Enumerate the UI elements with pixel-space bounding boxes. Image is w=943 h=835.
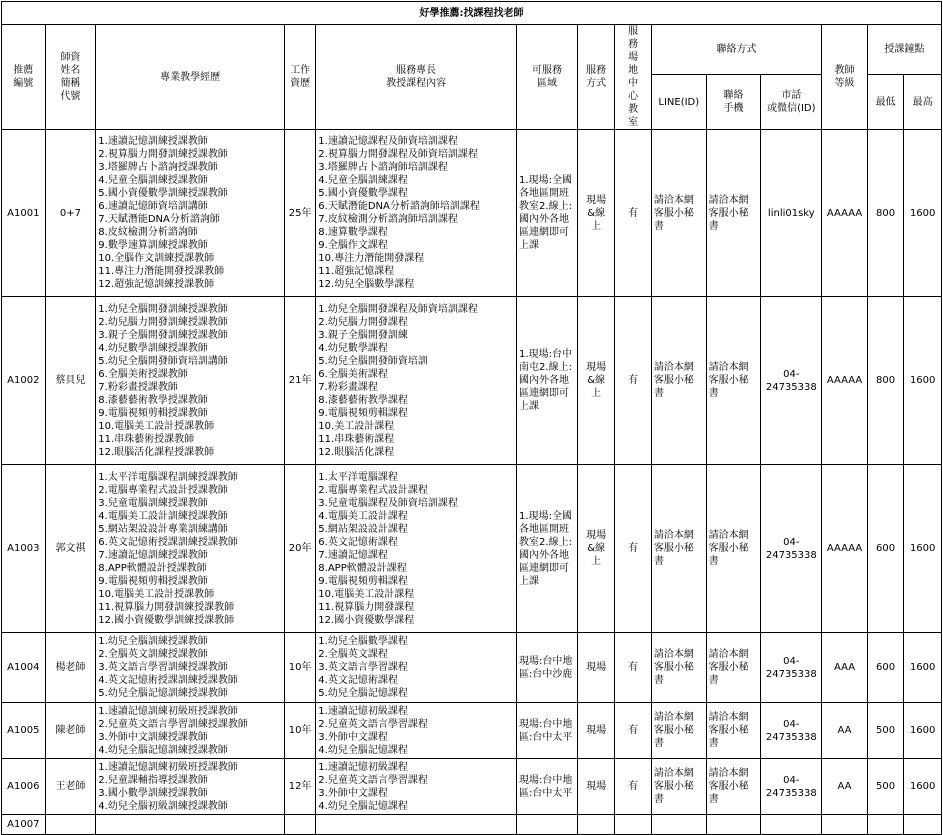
list-item: 4.幼兒數學課程 [318,342,388,354]
table-row [2,759,942,815]
list-item: 3.親子全腦開發訓練授課教師 [98,329,228,341]
header-name: 師資 姓名 簡稱 代號 [45,25,96,130]
cell-mode: 現場 [577,703,615,759]
cell-rate-max: 1600 [904,465,942,633]
list-item: 3.兒童電腦課程及師資培訓課程 [318,497,458,509]
cell-id: A1007 [2,815,46,835]
cell-area: 現場:台中地區:台中沙鹿 [517,633,578,703]
cell-center: 有 [615,465,652,633]
list-item: 12.超強記憶訓練授課教師 [98,279,215,290]
cell-line-id: 請洽本網客服小秘書 [651,703,706,759]
list-item: 9.全腦作文課程 [318,240,388,251]
list-item: 1.幼兒全腦訓練授課教師 [98,636,208,647]
cell-teacher-name: 楊老師 [45,633,96,703]
list-item: 6.速讀記憶師資培訓講師 [98,201,208,212]
cell-rate-min: 800 [867,297,904,465]
header-phone: 聯絡 手機 [706,75,761,130]
list-item: 1.太平洋電腦課程訓練授課教師 [98,471,238,483]
list-item: 1.速讀記憶課程及師資培訓課程 [318,136,458,147]
header-experience: 專業教學經歷 [96,25,285,130]
list-item: 2.全腦英文訓練授課教師 [98,649,208,660]
cell-rate-max: 1600 [904,633,942,703]
list-item: 3.國小數學訓練授課教師 [98,787,208,799]
cell-line-id: 請洽本網客服小秘書 [651,297,706,465]
header-rate-min: 最低 [867,75,904,130]
header-years: 工作 資歷 [284,25,315,130]
list-item: 5.幼兒全腦開發師資培訓 [318,355,428,367]
cell-rate-min: 600 [867,633,904,703]
cell-phone: 請洽本網客服小秘書 [706,703,761,759]
list-item: 2.視算腦力開發訓練授課教師 [98,149,228,160]
cell-area: 1.現場:全國各地區開班教室2.線上:國內外各地區連網即可上課 [517,130,578,297]
list-item: 10.美工設計課程 [318,420,395,432]
cell-phone: 請洽本網客服小秘書 [706,465,761,633]
list-item: 4.兒童全腦訓練授課教師 [98,175,208,186]
cell-years: 10年 [284,703,315,759]
list-item: 9.數學速算訓練授課教師 [98,240,208,251]
list-item: 3.兒童電腦訓練授課教師 [98,497,208,509]
cell-grade: AA [822,759,868,815]
course-teacher-table [1,1,942,835]
cell-experience [96,703,285,759]
list-item: 5.幼兒全腦記憶課程 [318,688,408,699]
list-item: 10.全腦作文訓練授課教師 [98,253,215,264]
list-item: 4.電腦美工設計訓練授課教師 [98,510,228,522]
list-item: 5.幼兒全腦記憶訓練授課教師 [98,688,228,699]
cell-center: 有 [615,633,652,703]
list-item: 3.外師中文課程 [318,731,388,743]
list-item: 5.網站架設設計課程 [318,523,408,535]
cell-teacher-name: 陳老師 [45,703,96,759]
cell-years: 12年 [284,759,315,815]
cell-rate-min: 800 [867,130,904,297]
cell-phone [706,815,761,835]
header-id: 推薦 編號 [2,25,46,130]
table-row [2,633,942,703]
cell-years [284,815,315,835]
cell-mode: 現場&線上 [577,465,615,633]
list-item: 1.幼兒全腦開發訓練授課教師 [98,303,228,315]
cell-rate-max: 1600 [904,703,942,759]
cell-center: 有 [615,130,652,297]
cell-phone: 請洽本網客服小秘書 [706,297,761,465]
header-rate-max: 最高 [904,75,942,130]
cell-courses [316,130,517,297]
table-row [2,297,942,465]
cell-tel: 04-24735338 [761,465,822,633]
list-item: 12.眼腦活化課程 [318,446,395,458]
cell-grade: AAAAA [822,465,868,633]
cell-mode: 現場 [577,759,615,815]
list-item: 12.幼兒全腦數學課程 [318,279,415,290]
list-item: 6.全腦美術課程 [318,368,388,380]
list-item: 2.兒童英文語言學習課程 [318,718,428,730]
cell-area: 1.現場:全國各地區開班教室2.線上:國內外各地區連網即可上課 [517,465,578,633]
list-item: 7.粉彩畫授課教師 [98,381,178,393]
cell-courses [316,759,517,815]
cell-id: A1001 [2,130,46,297]
list-item: 9.電腦視頻剪輯授課教師 [98,575,208,587]
cell-rate-min: 600 [867,465,904,633]
cell-mode: 現場&線上 [577,297,615,465]
cell-mode: 現場&線上 [577,130,615,297]
list-item: 2.兒童英文語言學習訓練授課教師 [98,718,248,730]
list-item: 4.電腦美工設計課程 [318,510,408,522]
header-specialty: 服務專長 教授課程內容 [316,25,517,130]
table-row [2,465,942,633]
header-mode: 服務 方式 [577,25,615,130]
cell-experience [96,130,285,297]
cell-teacher-name: 王老師 [45,759,96,815]
list-item: 11.超強記憶課程 [318,266,395,277]
header-grade: 教師 等級 [822,25,868,130]
list-item: 12.國小資優數學課程 [318,614,415,626]
cell-tel: 04-24735338 [761,633,822,703]
list-item: 5.幼兒全腦開發師資培訓講師 [98,355,228,367]
cell-line-id: 請洽本網客服小秘書 [651,130,706,297]
list-item: 6.英文記憶術課程 [318,536,398,548]
cell-center: 有 [615,703,652,759]
cell-grade: AAAAA [822,130,868,297]
list-item: 6.全腦美術授課教師 [98,368,188,380]
list-item: 7.速讀記憶課程 [318,549,388,561]
list-item: 8.APP軟體設計授課教師 [98,562,207,574]
cell-rate-min [867,815,904,835]
cell-center [615,815,652,835]
list-item: 10.電腦美工設計授課教師 [98,420,215,432]
list-item: 4.幼兒全腦記憶課程 [318,800,408,812]
header-rate: 授課鐘點 [867,25,941,75]
cell-line-id [651,815,706,835]
list-item: 2.全腦英文課程 [318,649,388,660]
cell-experience [96,297,285,465]
cell-area: 1.現場:台中南屯2.線上:國內外各地區連網即可上課 [517,297,578,465]
list-item: 9.電腦視頻剪輯授課教師 [98,407,208,419]
list-item: 1.速讀記憶初級課程 [318,761,408,773]
list-item: 1.幼兒全腦開發課程及師資培訓課程 [318,303,478,315]
list-item: 3.塔羅牌占卜諮詢授課教師 [98,162,218,173]
list-item: 2.幼兒腦力開發訓練授課教師 [98,316,228,328]
list-item: 10.電腦美工設計課程 [318,588,415,600]
cell-id: A1004 [2,633,46,703]
cell-rate-min: 500 [867,703,904,759]
list-item: 11.串珠藝術課程 [318,433,395,445]
list-item: 2.幼兒腦力開發課程 [318,316,408,328]
cell-mode: 現場 [577,633,615,703]
table-row [2,130,942,297]
list-item: 2.兒童英文語言學習課程 [318,774,428,786]
list-item: 3.塔羅牌占卜諮詢師培訓課程 [318,162,448,173]
cell-id: A1003 [2,465,46,633]
list-item: 1.速讀記憶訓練授課教師 [98,136,208,147]
list-item: 11.視算腦力開發訓練授課教師 [98,601,235,613]
cell-years: 10年 [284,633,315,703]
cell-years: 25年 [284,130,315,297]
cell-experience [96,633,285,703]
list-item: 9.電腦視頻剪輯課程 [318,407,408,419]
list-item: 4.幼兒全腦記憶課程 [318,744,408,756]
cell-area [517,815,578,835]
list-item: 1.幼兒全腦數學課程 [318,636,408,647]
cell-id: A1006 [2,759,46,815]
list-item: 11.視算腦力開發課程 [318,601,415,613]
cell-tel: 04-24735338 [761,297,822,465]
cell-phone: 請洽本網客服小秘書 [706,759,761,815]
cell-teacher-name: 蔡貝兒 [45,297,96,465]
list-item: 1.速讀記憶初級課程 [318,705,408,717]
list-item: 3.英文語言學習課程 [318,662,408,673]
list-item: 7.速讀記憶訓練授課教師 [98,549,208,561]
cell-id: A1002 [2,297,46,465]
cell-rate-max: 1600 [904,130,942,297]
cell-courses [316,703,517,759]
cell-courses [316,297,517,465]
cell-rate-max [904,815,942,835]
cell-tel: 04-24735338 [761,759,822,815]
cell-grade: AAA [822,633,868,703]
cell-grade [822,815,868,835]
list-item: 10.專注力潛能開發課程 [318,253,425,264]
list-item: 9.電腦視頻剪輯課程 [318,575,408,587]
cell-phone: 請洽本網客服小秘書 [706,130,761,297]
table-body [2,2,942,835]
list-item: 7.皮紋檢測分析諮詢師培訓課程 [318,214,458,225]
cell-courses [316,815,517,835]
cell-id: A1005 [2,703,46,759]
cell-phone: 請洽本網客服小秘書 [706,633,761,703]
list-item: 4.幼兒數學訓練授課教師 [98,342,208,354]
cell-years: 21年 [284,297,315,465]
cell-experience [96,465,285,633]
list-item: 1.太平洋電腦課程 [318,471,398,483]
cell-line-id: 請洽本網客服小秘書 [651,759,706,815]
list-item: 8.皮紋檢測分析諮詢師 [98,227,198,238]
cell-tel: 04-24735338 [761,703,822,759]
list-item: 3.外師中文課程 [318,787,388,799]
table-title: 好學推薦:找課程找老師 [2,2,942,25]
header-tel: 市話 或微信(ID) [761,75,822,130]
list-item: 8.速算數學課程 [318,227,388,238]
cell-center: 有 [615,297,652,465]
cell-center: 有 [615,759,652,815]
cell-rate-min: 500 [867,759,904,815]
table-row [2,815,942,835]
cell-teacher-name: 郭文祺 [45,465,96,633]
list-item: 7.粉彩畫課程 [318,381,378,393]
list-item: 4.兒童全腦訓練課程 [318,175,408,186]
cell-grade: AA [822,703,868,759]
cell-years: 20年 [284,465,315,633]
cell-experience [96,815,285,835]
list-item: 5.國小資優數學課程 [318,188,408,199]
list-item: 3.外師中文訓練授課教師 [98,731,208,743]
cell-courses [316,633,517,703]
list-item: 2.兒童課輔指導授課教師 [98,774,208,786]
cell-teacher-name: 0+7 [45,130,96,297]
cell-mode [577,815,615,835]
list-item: 1.速讀記憶訓練初級班授課教師 [98,705,238,717]
list-item: 4.英文記憶術授課訓練授課教師 [98,675,238,686]
cell-line-id: 請洽本網客服小秘書 [651,633,706,703]
cell-courses [316,465,517,633]
cell-area: 現場:台中地區:台中太平 [517,759,578,815]
list-item: 5.國小資優數學訓練授課教師 [98,188,228,199]
list-item: 11.串珠藝術授課教師 [98,433,195,445]
list-item: 3.英文語言學習訓練授課教師 [98,662,228,673]
cell-experience [96,759,285,815]
header-area: 可服務 區域 [517,25,578,130]
list-item: 2.電腦專業程式設計授課教師 [98,484,228,496]
list-item: 3.親子全腦開發訓練 [318,329,408,341]
list-item: 8.漆藝藝術教學課程 [318,394,408,406]
list-item: 11.專注力潛能開發授課教師 [98,266,225,277]
cell-tel [761,815,822,835]
list-item: 8.漆藝藝術教學授課教師 [98,394,208,406]
list-item: 7.天賦潛能DNA分析諮詢師 [98,214,220,225]
list-item: 12.眼腦活化課程授課教師 [98,446,215,458]
cell-area: 現場:台中地區:台中太平 [517,703,578,759]
list-item: 2.視算腦力開發課程及師資培訓課程 [318,149,478,160]
list-item: 4.幼兒全腦初級訓練授課教師 [98,800,228,812]
header-center: 服務場地中心教室 [615,25,652,130]
cell-line-id: 請洽本網客服小秘書 [651,465,706,633]
list-item: 10.電腦美工設計授課教師 [98,588,215,600]
cell-tel: linli01sky [761,130,822,297]
list-item: 6.天賦潛能DNA分析諮詢師培訓課程 [318,201,480,212]
cell-grade: AAAAA [822,297,868,465]
cell-rate-max: 1600 [904,759,942,815]
list-item: 1.速讀記憶訓練初級班授課教師 [98,761,238,773]
list-item: 4.英文記憶術課程 [318,675,398,686]
list-item: 5.網站架設設計專業訓練講師 [98,523,228,535]
list-item: 12.國小資優數學訓練授課教師 [98,614,235,626]
cell-teacher-name [45,815,96,835]
header-contact: 聯絡方式 [651,25,821,75]
table-row [2,703,942,759]
list-item: 2.電腦專業程式設計課程 [318,484,428,496]
list-item: 8.APP軟體設計課程 [318,562,407,574]
list-item: 4.幼兒全腦記憶訓練授課教師 [98,744,228,756]
cell-rate-max: 1600 [904,297,942,465]
header-line: LINE(ID) [651,75,706,130]
list-item: 6.英文記憶術授課訓練授課教師 [98,536,238,548]
